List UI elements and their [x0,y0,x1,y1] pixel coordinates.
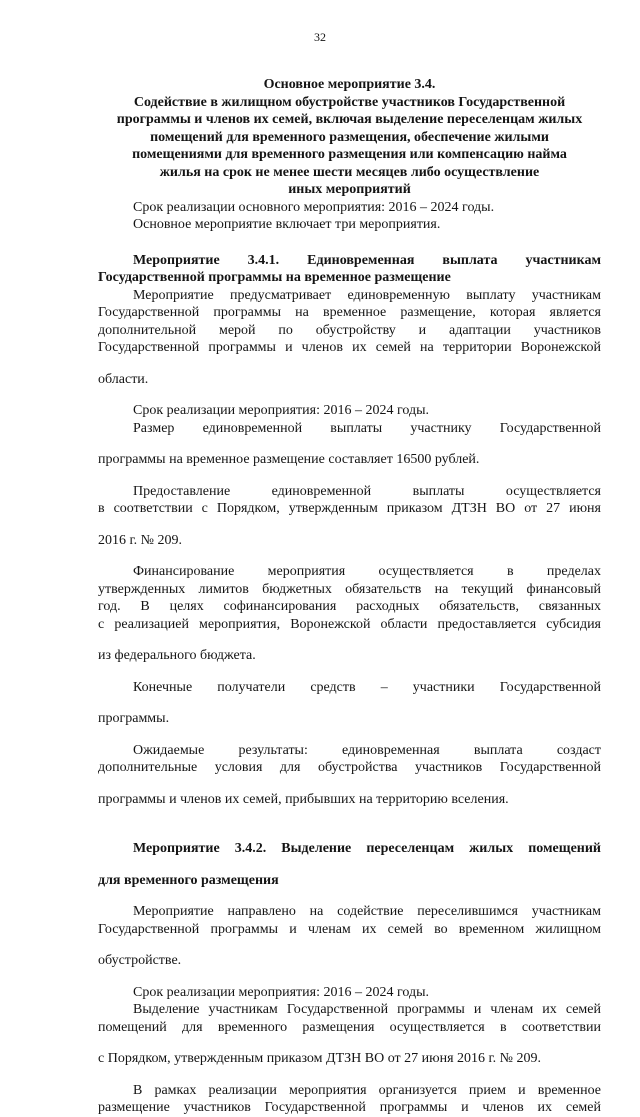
page-body [98,76,601,1117]
intro-term: Срок реализации основного мероприятия: 2016 – 2024 годы. [133,199,495,215]
paragraph: Размер единовременной выплаты участнику Государственной программы на временное размещение составляет 16500 рублей. [98,420,601,467]
paragraph: В рамках реализации мероприятия организуется прием и временное размещение участников Государственной программы и членов их семей [98,1082,601,1115]
paragraph: Предоставление единовременной выплаты осуществляется в соответствии с Порядком, утвержденным приказом ДТЗН ВО от 27 июня 2016 г. № 209. [98,483,601,548]
paragraph: Ожидаемые результаты: единовременная выплата создаст дополнительные условия для обустройства участников Государственной программы и членов их семей, прибывших на территорию вселения. [98,742,601,807]
paragraph: Срок реализации мероприятия: 2016 – 2024 годы. [133,984,430,1000]
paragraph: Мероприятие предусматривает единовременную выплату участникам Государственной программы на временное размещение, которая является дополнительной мерой по обустройству и адаптации участников Государственной программы и членов их семей на территории Воронежской области. [98,287,601,387]
section-heading: Мероприятие 3.4.1. Единовременная выплата участникам Государственной программы на временное размещение [98,252,601,285]
section-3-4-1 [98,252,601,809]
section-3-4-2 [98,840,601,1117]
paragraph: Конечные получатели средств – участники Государственной программы. [98,679,601,726]
paragraph: Срок реализации мероприятия: 2016 – 2024 годы. [133,403,430,418]
paragraph: Выделение участникам Государственной программы и членам их семей помещений для временного размещения осуществляется в соответствии с Порядком, утвержденным приказом ДТЗН ВО от 27 июня 2016 г. № 209. [98,1002,601,1066]
page-number: 32 [314,30,326,44]
intro-count: Основное мероприятие включает три мероприятия. [133,217,441,232]
paragraph: Мероприятие направлено на содействие переселившимся участникам Государственной программы и членам их семей во временном жилищном обустройстве. [98,904,601,968]
main-activity-title: Основное мероприятие 3.4. Содействие в жилищном обустройстве участников Государственной программы и членов их семей, включая выделение переселенцам жилых помещений для временного размещения, обеспечение жилыми помещениями для временного размещения или компенсацию найма жилья на срок не менее шести месяцев либо осуществление иных мероприятий [116,77,583,197]
section-heading: Мероприятие 3.4.2. Выделение переселенцам жилых помещений для временного размещения [98,841,601,888]
paragraph: Финансирование мероприятия осуществляется в пределах утвержденных лимитов бюджетных обязательств на текущий финансовый год. В целях софинансирования расходных обязательств, связанных с реализацией мероприятия, Воронежской области предоставляется субсидия из федерального бюджета. [98,564,601,663]
